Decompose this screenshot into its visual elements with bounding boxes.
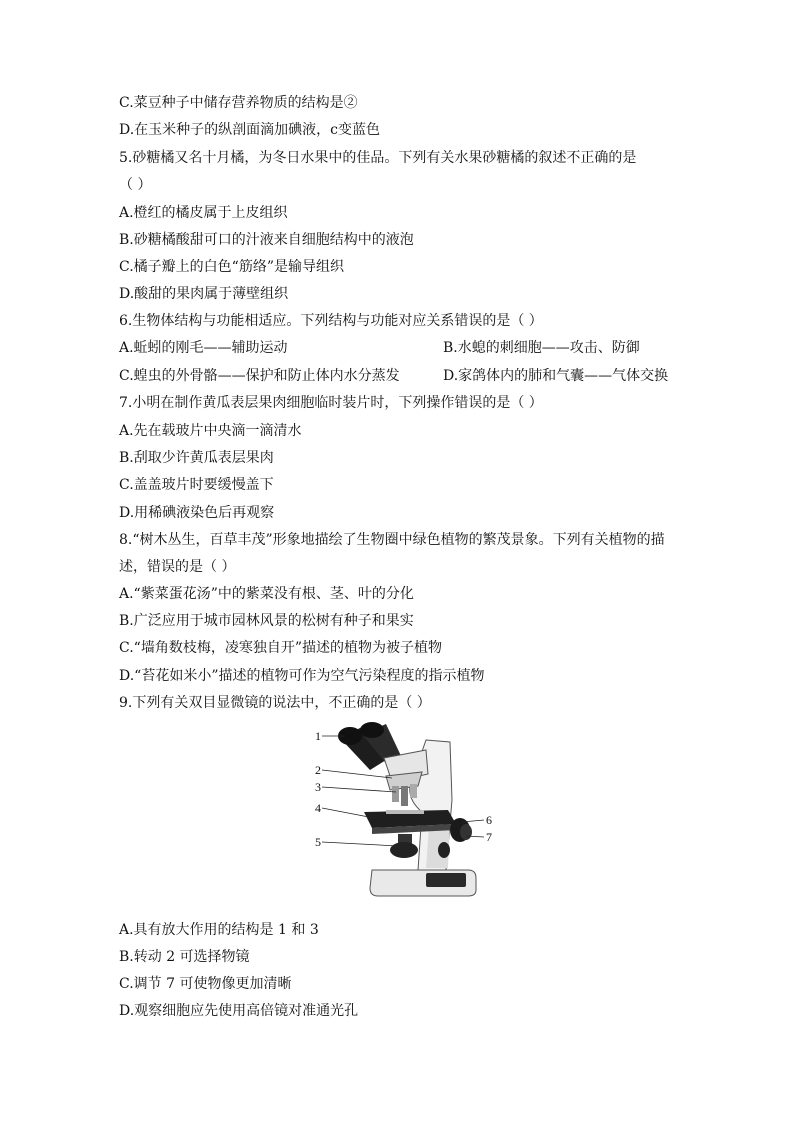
text-line: D.在玉米种子的纵剖面滴加碘液，c变蓝色 <box>119 122 381 138</box>
answer-blank: （ ） <box>119 177 152 193</box>
option-b: B.水螅的刺细胞——攻击、防御 <box>443 340 640 356</box>
label-1: 1 <box>315 729 321 743</box>
question-6-stem: 6.生物体结构与功能相适应。下列结构与功能对应关系错误的是（ ） <box>119 313 543 329</box>
label-7: 7 <box>486 830 492 844</box>
option-d: D.酸甜的果肉属于薄壁组织 <box>119 286 289 302</box>
option-c: C.蝗虫的外骨骼——保护和防止体内水分蒸发 <box>119 368 400 384</box>
question-5-stem: 5.砂糖橘又名十月橘，为冬日水果中的佳品。下列有关水果砂糖橘的叙述不正确的是 <box>119 150 637 166</box>
option-c: C.橘子瓣上的白色“筋络”是输导组织 <box>119 259 344 275</box>
question-8-stem-cont: 述，错误的是（ ） <box>119 559 236 575</box>
option-a: A.“紫菜蛋花汤”中的紫菜没有根、茎、叶的分化 <box>119 586 414 602</box>
option-a: A.先在载玻片中央滴一滴清水 <box>119 423 302 439</box>
option-d: D.用稀碘液染色后再观察 <box>119 505 275 521</box>
option-d: D.家鸽体内的肺和气囊——气体交换 <box>443 368 669 384</box>
option-b: B.刮取少许黄瓜表层果肉 <box>119 450 274 466</box>
question-8-stem: 8.“树木丛生，百草丰茂”形象地描绘了生物圈中绿色植物的繁茂景象。下列有关植物的描 <box>119 532 665 548</box>
label-6: 6 <box>486 813 492 827</box>
option-a: A.具有放大作用的结构是 1 和 3 <box>119 922 319 938</box>
option-b: B.转动 2 可选择物镜 <box>119 949 250 965</box>
option-c: C.调节 7 可使物像更加清晰 <box>119 976 292 992</box>
option-c: C.“墙角数枝梅，凌寒独自开”描述的植物为被子植物 <box>119 640 442 656</box>
microscope-illustration <box>300 720 510 905</box>
option-d: D.“苔花如米小”描述的植物可作为空气污染程度的指示植物 <box>119 668 485 684</box>
option-c: C.盖盖玻片时要缓慢盖下 <box>119 477 274 493</box>
text-line: C.菜豆种子中储存营养物质的结构是② <box>119 95 358 111</box>
microscope-figure <box>300 720 510 905</box>
option-a: A.橙红的橘皮属于上皮组织 <box>119 205 288 221</box>
option-d: D.观察细胞应先使用高倍镜对准通光孔 <box>119 1003 359 1019</box>
label-5: 5 <box>315 835 321 849</box>
option-a: A.蚯蚓的刚毛——辅助运动 <box>119 340 288 356</box>
label-2: 2 <box>315 763 321 777</box>
option-b: B.砂糖橘酸甜可口的汁液来自细胞结构中的液泡 <box>119 232 414 248</box>
option-b: B.广泛应用于城市园林风景的松树有种子和果实 <box>119 613 414 629</box>
question-7-stem: 7.小明在制作黄瓜表层果肉细胞临时装片时，下列操作错误的是（ ） <box>119 395 543 411</box>
label-3: 3 <box>315 780 321 794</box>
question-9-stem: 9.下列有关双目显微镜的说法中，不正确的是（ ） <box>119 695 431 711</box>
label-4: 4 <box>315 801 321 815</box>
